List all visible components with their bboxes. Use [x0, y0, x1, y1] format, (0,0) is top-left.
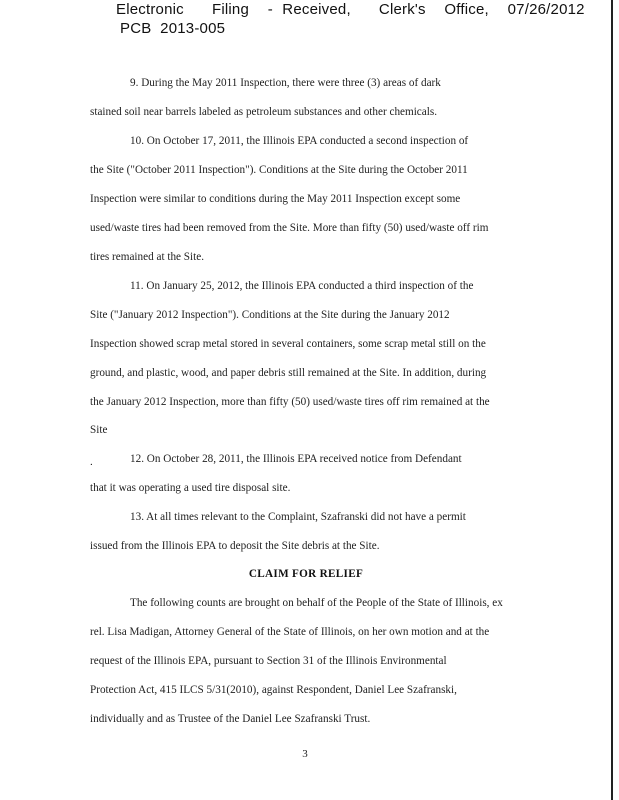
paragraph-11-line-6: Site	[90, 424, 108, 436]
stray-mark: .	[90, 456, 93, 468]
claim-paragraph-line-2: rel. Lisa Madigan, Attorney General of the State of Illinois, on her own motion and at the	[90, 626, 490, 638]
paragraph-12-line-1: 12. On October 28, 2011, the Illinois EPA received notice from Defendant	[130, 453, 462, 465]
paragraph-10-line-5: tires remained at the Site.	[90, 251, 205, 263]
case-number: PCB 2013-005	[120, 20, 226, 37]
paragraph-9-line-1: 9. During the May 2011 Inspection, there were three (3) areas of dark	[130, 77, 441, 89]
page-number: 3	[302, 748, 308, 760]
section-heading: CLAIM FOR RELIEF	[248, 568, 364, 580]
paragraph-10-line-2: the Site ("October 2011 Inspection"). Conditions at the Site during the October 2011	[90, 164, 468, 176]
filing-stamp-line: Electronic Filing - Received, Clerk's Office, 07/26/2012	[116, 1, 585, 18]
claim-paragraph-line-5: individually and as Trustee of the Daniel Lee Szafranski Trust.	[90, 713, 371, 725]
paragraph-13-line-1: 13. At all times relevant to the Complaint, Szafranski did not have a permit	[130, 511, 466, 523]
claim-paragraph-line-1: The following counts are brought on behalf of the People of the State of Illinois, ex	[130, 597, 503, 609]
claim-paragraph-line-4: Protection Act, 415 ILCS 5/31(2010), against Respondent, Daniel Lee Szafranski,	[90, 684, 457, 696]
paragraph-11-line-4: ground, and plastic, wood, and paper debris still remained at the Site. In addition, during	[90, 367, 487, 379]
paragraph-9-line-2: stained soil near barrels labeled as petroleum substances and other chemicals.	[90, 106, 437, 118]
paragraph-10-line-1: 10. On October 17, 2011, the Illinois EPA conducted a second inspection of	[130, 135, 469, 147]
paragraph-11-line-5: the January 2012 Inspection, more than fifty (50) used/waste tires off rim remained at the	[90, 396, 490, 408]
paragraph-10-line-4: used/waste tires had been removed from the Site. More than fifty (50) used/waste off rim	[90, 222, 489, 234]
paragraph-11-line-2: Site ("January 2012 Inspection"). Conditions at the Site during the January 2012	[90, 309, 450, 321]
paragraph-10-line-3: Inspection were similar to conditions during the May 2011 Inspection except some	[90, 193, 461, 205]
page-edge-rule	[611, 0, 613, 800]
claim-paragraph-line-3: request of the Illinois EPA, pursuant to Section 31 of the Illinois Environmental	[90, 655, 447, 667]
paragraph-13-line-2: issued from the Illinois EPA to deposit the Site debris at the Site.	[90, 540, 380, 552]
paragraph-11-line-1: 11. On January 25, 2012, the Illinois EPA conducted a third inspection of the	[130, 280, 474, 292]
paragraph-11-line-3: Inspection showed scrap metal stored in several containers, some scrap metal still on the	[90, 338, 486, 350]
paragraph-12-line-2: that it was operating a used tire disposal site.	[90, 482, 291, 494]
